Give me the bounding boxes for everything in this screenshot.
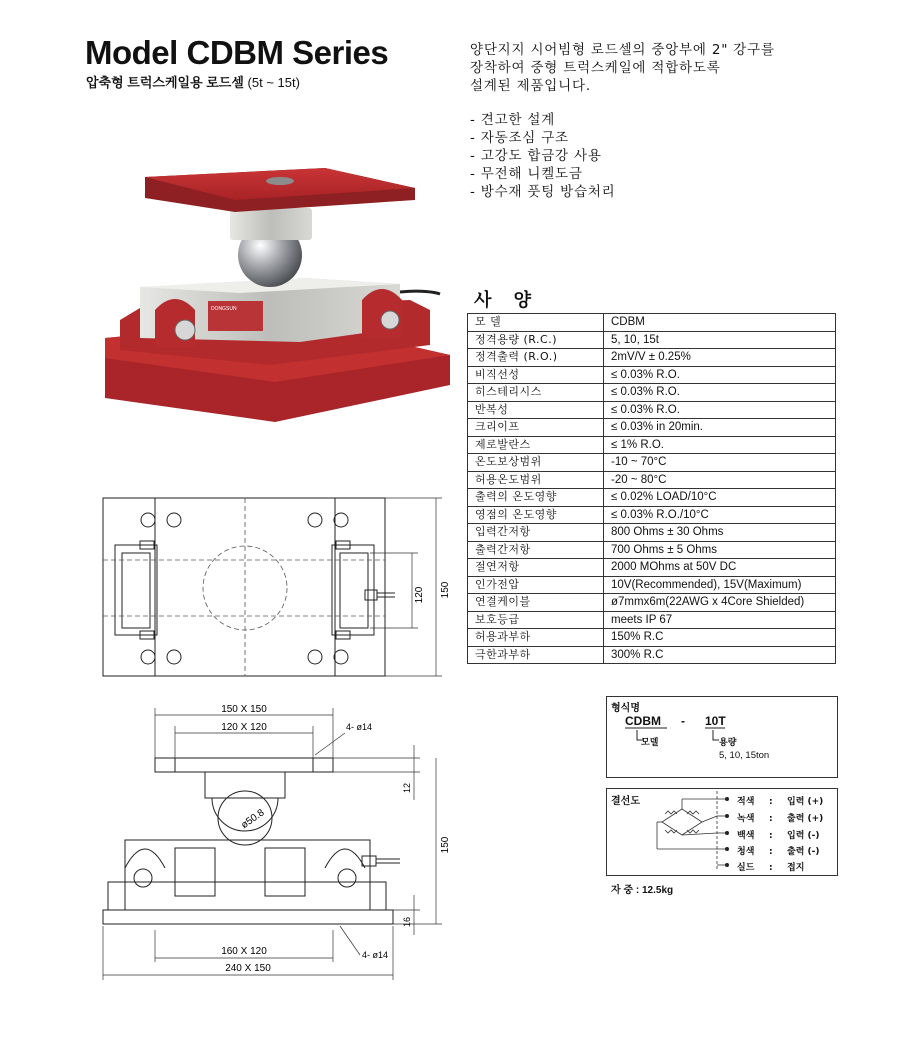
dim-150: 150 <box>440 581 451 599</box>
wire-sep: : <box>769 847 773 857</box>
hole-base-label: 4- ø14 <box>362 950 389 960</box>
spec-key: 입력간저항 <box>468 524 604 542</box>
spec-key: 반복성 <box>468 401 604 419</box>
wiring-box <box>606 788 838 876</box>
wire-row-green <box>737 811 823 824</box>
wire-sep: : <box>769 797 773 807</box>
brand-label: DONGSUN <box>211 306 237 312</box>
spec-value: ≤ 0.03% in 20min. <box>604 419 836 437</box>
page-subtitle <box>86 72 300 91</box>
spec-row <box>468 489 836 507</box>
spec-key: 히스테리시스 <box>468 384 604 402</box>
wire-row-blue <box>737 844 819 857</box>
intro-line: 장착하여 중형 트럭스케일에 적합하도록 <box>470 60 721 76</box>
spec-key: 영점의 온도영향 <box>468 506 604 524</box>
model-code-heading: 형식명 <box>611 703 640 714</box>
spec-row <box>468 349 836 367</box>
dim-150-side: 150 <box>440 836 451 854</box>
wire-desc: 입력 (-) <box>787 831 820 841</box>
spec-value: meets IP 67 <box>604 611 836 629</box>
spec-row <box>468 314 836 332</box>
capacity-label: 용량 <box>719 737 737 747</box>
spec-key: 극한과부하 <box>468 646 604 664</box>
spec-value: 150% R.C <box>604 629 836 647</box>
feature-item: - 고강도 합금강 사용 <box>470 148 602 164</box>
wire-color: 백색 <box>737 831 755 841</box>
wire-row-white <box>737 828 819 841</box>
wire-sep: : <box>769 831 773 841</box>
spec-key: 출력의 온도영향 <box>468 489 604 507</box>
spec-value: 700 Ohms ± 5 Ohms <box>604 541 836 559</box>
spec-row <box>468 524 836 542</box>
spec-value: 300% R.C <box>604 646 836 664</box>
spec-row <box>468 594 836 612</box>
wire-sep: : <box>769 863 773 873</box>
model-code-capacity: 10T <box>705 714 726 728</box>
wire-color: 청색 <box>737 847 755 857</box>
spec-value: ≤ 0.03% R.O./10°C <box>604 506 836 524</box>
spec-value: 5, 10, 15t <box>604 331 836 349</box>
spec-key: 허용온도범위 <box>468 471 604 489</box>
drawing-side-view <box>100 700 460 985</box>
cable <box>400 291 440 294</box>
model-code-value: CDBM <box>625 714 661 728</box>
spec-key: 모 델 <box>468 314 604 332</box>
dim-top-inner: 120 X 120 <box>221 722 267 733</box>
intro-line: 양단지지 시어빔형 로드셀의 중앙부에 2" 강구를 <box>470 42 775 58</box>
dim-top-outer: 150 X 150 <box>221 704 267 715</box>
wire-desc: 출력 (-) <box>787 847 820 857</box>
spec-key: 정격용량 (R.C.) <box>468 331 604 349</box>
wire-row-red <box>737 794 823 807</box>
feature-item: - 무전해 니켈도금 <box>470 166 583 182</box>
spec-row <box>468 331 836 349</box>
spec-value: 10V(Recommended), 15V(Maximum) <box>604 576 836 594</box>
spec-row <box>468 454 836 472</box>
spec-row <box>468 366 836 384</box>
spec-table <box>467 313 836 664</box>
spec-key: 비직선성 <box>468 366 604 384</box>
wire-desc: 출력 (+) <box>787 814 824 824</box>
spec-value: ≤ 0.03% R.O. <box>604 366 836 384</box>
spec-value: -10 ~ 70°C <box>604 454 836 472</box>
spec-key: 크리이프 <box>468 419 604 437</box>
dim-12: 12 <box>402 782 412 794</box>
wire-desc: 입력 (+) <box>787 797 824 807</box>
capacity-values: 5, 10, 15ton <box>719 750 770 761</box>
top-plate-hole <box>266 177 294 185</box>
spec-row <box>468 384 836 402</box>
spec-key: 연결케이블 <box>468 594 604 612</box>
wire-color: 실드 <box>737 863 755 873</box>
spec-key: 제로발란스 <box>468 436 604 454</box>
model-code-label: 모델 <box>641 737 659 747</box>
spec-row <box>468 419 836 437</box>
spec-key: 절연저항 <box>468 559 604 577</box>
page-title: Model CDBM Series <box>85 34 389 71</box>
wire-color: 적색 <box>737 797 755 807</box>
spec-row <box>468 559 836 577</box>
spec-row <box>468 611 836 629</box>
spec-key: 온도보상범위 <box>468 454 604 472</box>
subtitle-text: 압축형 트럭스케일용 로드셀 <box>86 75 244 90</box>
wiring-heading: 결선도 <box>611 796 640 807</box>
spec-value: ≤ 0.03% R.O. <box>604 401 836 419</box>
feature-item: - 방수재 풋팅 방습처리 <box>470 184 616 200</box>
ball-diameter: ø50.8 <box>239 807 267 832</box>
spec-key: 보호등급 <box>468 611 604 629</box>
top-cup <box>230 208 312 240</box>
dim-120: 120 <box>414 586 425 604</box>
spec-row <box>468 506 836 524</box>
feature-item: - 견고한 설계 <box>470 112 556 128</box>
spec-value: ø7mmx6m(22AWG x 4Core Shielded) <box>604 594 836 612</box>
weight-label: 자 중 : 12.5kg <box>611 885 674 896</box>
spec-row <box>468 541 836 559</box>
model-code-box <box>606 696 838 778</box>
model-code-dash: - <box>681 714 685 728</box>
spec-value: 800 Ohms ± 30 Ohms <box>604 524 836 542</box>
wire-desc: 접지 <box>787 863 805 873</box>
spec-value: -20 ~ 80°C <box>604 471 836 489</box>
spec-value: ≤ 0.03% R.O. <box>604 384 836 402</box>
wire-color: 녹색 <box>737 814 755 824</box>
spec-key: 출력간저항 <box>468 541 604 559</box>
spec-value: CDBM <box>604 314 836 332</box>
capacity-range: (5t ~ 15t) <box>247 75 300 90</box>
spec-value: 2000 MOhms at 50V DC <box>604 559 836 577</box>
spec-value: ≤ 1% R.O. <box>604 436 836 454</box>
intro-line: 설계된 제품입니다. <box>470 78 591 94</box>
intro-text <box>470 41 850 95</box>
spec-row <box>468 436 836 454</box>
spec-key: 인가전압 <box>468 576 604 594</box>
feature-item: - 자동조심 구조 <box>470 130 569 146</box>
spec-row <box>468 471 836 489</box>
spec-row <box>468 629 836 647</box>
pin-right <box>381 311 399 329</box>
spec-value: 2mV/V ± 0.25% <box>604 349 836 367</box>
hole-top-label: 4- ø14 <box>346 722 373 732</box>
pin-left <box>175 320 195 340</box>
drawing-top-view <box>100 495 460 680</box>
wire-sep: : <box>769 814 773 824</box>
wire-row-shield <box>737 860 804 873</box>
spec-row <box>468 401 836 419</box>
feature-list <box>470 111 616 201</box>
product-photo <box>100 160 460 435</box>
spec-value: ≤ 0.02% LOAD/10°C <box>604 489 836 507</box>
spec-row <box>468 646 836 664</box>
dim-base-inner: 160 X 120 <box>221 946 267 957</box>
spec-key: 허용과부하 <box>468 629 604 647</box>
spec-key: 정격출력 (R.O.) <box>468 349 604 367</box>
spec-heading: 사 양 <box>474 290 540 311</box>
dim-16: 16 <box>402 916 412 928</box>
spec-row <box>468 576 836 594</box>
dim-base-outer: 240 X 150 <box>225 963 271 974</box>
